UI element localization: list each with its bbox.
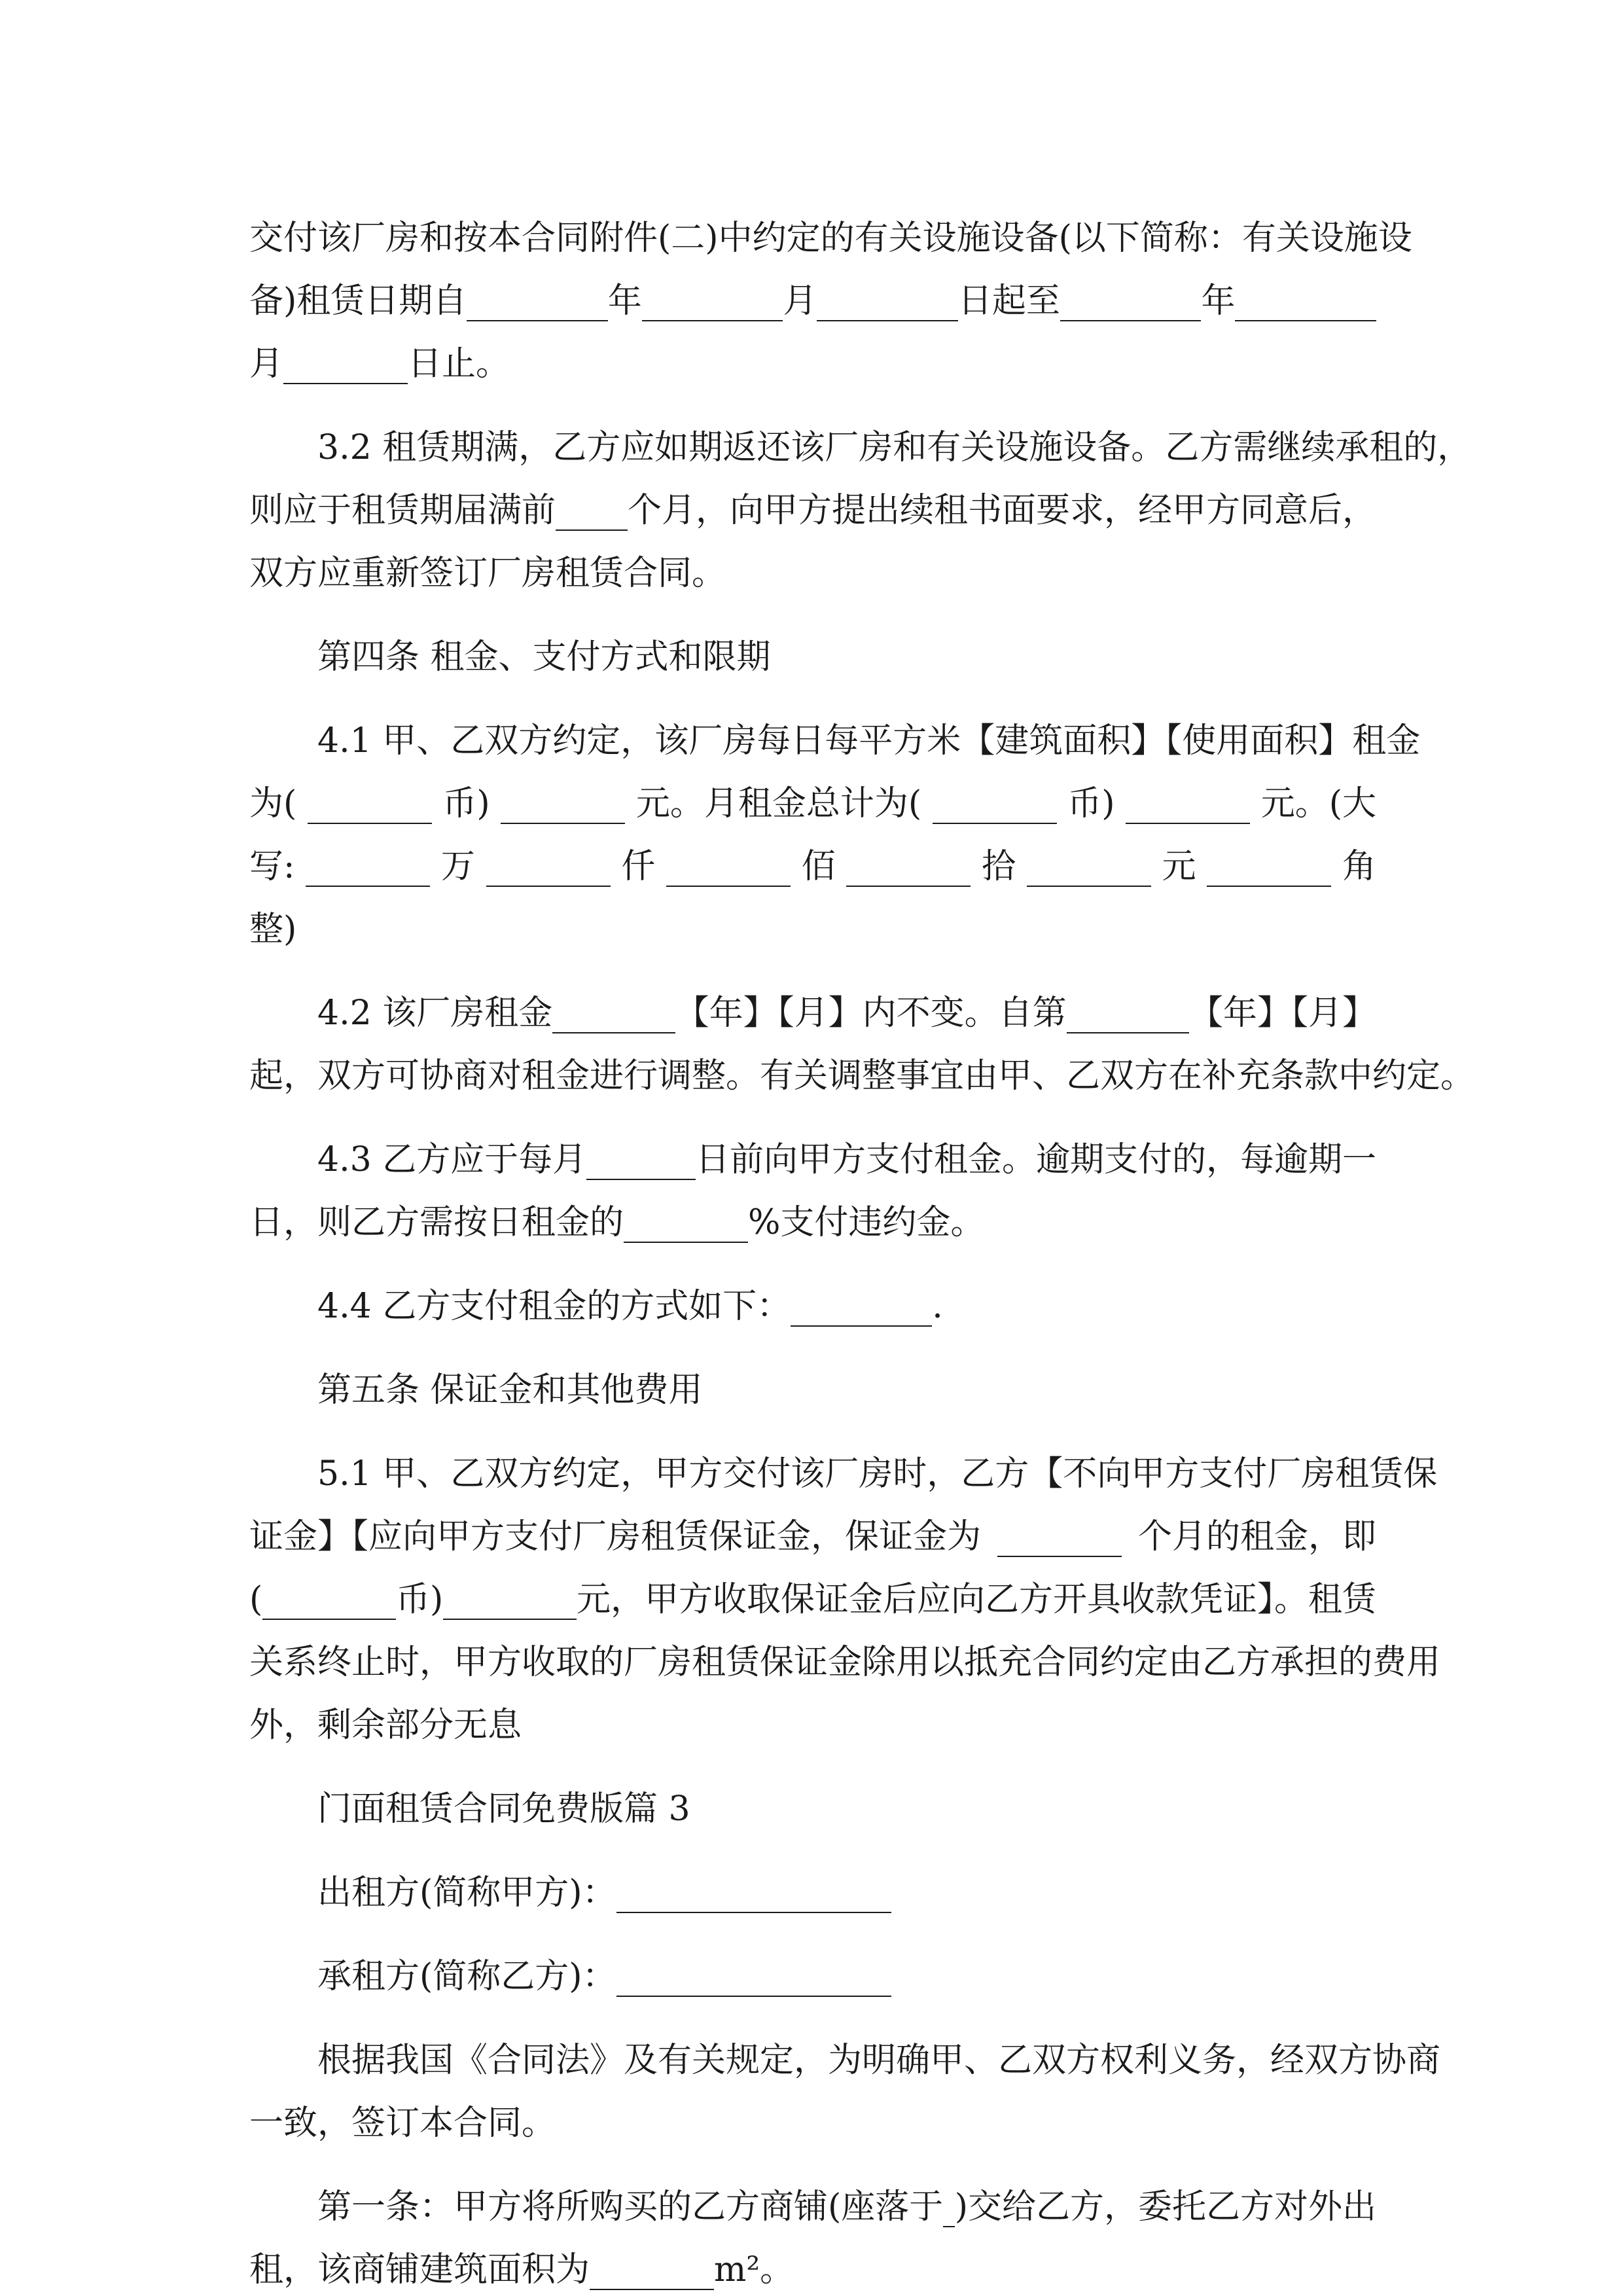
lessor-name-blank: [616, 1873, 891, 1913]
text-segment: 元: [1162, 847, 1196, 886]
text-segment: 【年】【月】: [1188, 994, 1376, 1033]
fill-in-blank: [1126, 783, 1250, 824]
text-segment: m²。: [714, 2250, 794, 2289]
fill-in-blank: [817, 281, 958, 321]
clause-3-2-line-1: [249, 416, 1472, 479]
lessee-name-blank: [616, 1956, 891, 1997]
text-segment: 关系终止时，甲方收取的厂房租赁保证金除用以抵充合同约定由乙方承担的费用: [249, 1643, 1441, 1682]
text-segment: 起，双方可协商对租金进行调整。有关调整事宜由甲、乙双方在补充条款中约定。: [249, 1056, 1475, 1096]
text-segment: 写:: [249, 847, 295, 886]
text-segment: (: [249, 1580, 263, 1619]
clause-5-1-line-1: [249, 1443, 1438, 1505]
article-1-line-1: [249, 2176, 1376, 2238]
fill-in-blank: [283, 344, 408, 384]
fill-in-blank: [556, 490, 628, 531]
clause-3-1-line-1: [249, 207, 1412, 270]
text-segment: 日止。: [408, 344, 510, 384]
fill-in-blank: [943, 2187, 954, 2227]
article-5-heading: [249, 1359, 1376, 1422]
text-segment: 第一条：甲方将所购买的乙方商铺(座落于: [317, 2187, 944, 2227]
fill-in-blank: [997, 1516, 1122, 1557]
clause-4-3-line-1: [249, 1128, 1376, 1191]
text-segment: 3.2 租赁期满，乙方应如期返还该厂房和有关设施设备。乙方需继续承租的，: [317, 428, 1472, 467]
lessor-label: 出租方(简称甲方)：: [317, 1873, 616, 1912]
text-segment: 租，该商铺建筑面积为: [249, 2250, 590, 2289]
lessee-line: [249, 1945, 1376, 2008]
fill-in-blank: [501, 783, 625, 824]
clause-3-1-line-3: [249, 332, 1376, 395]
clause-4-2-line-1: [249, 982, 1376, 1045]
fill-in-blank: [308, 783, 432, 824]
clause-4-1-line-2: [249, 772, 1376, 835]
text-segment: 一致，签订本合同。: [249, 2104, 556, 2143]
text-segment: 万: [440, 847, 475, 886]
clause-3-2-line-3: [249, 542, 1376, 605]
text-segment: 4.2 该厂房租金: [317, 994, 553, 1033]
fill-in-blank: [1060, 281, 1202, 321]
text-segment: 门面租赁合同免费版篇 3: [317, 1789, 690, 1829]
text-segment: 根据我国《合同法》及有关规定，为明确甲、乙双方权利义务，经双方协商: [317, 2041, 1441, 2080]
lessor-line: [249, 1861, 1376, 1924]
fill-in-blank: [586, 1139, 696, 1180]
lessee-label: 承租方(简称乙方)：: [317, 1957, 616, 1996]
fill-in-blank: [306, 846, 430, 887]
clause-3-2-line-2: [249, 479, 1376, 542]
text-segment: 元。月租金总计为(: [635, 784, 922, 823]
text-segment: 年: [607, 281, 642, 321]
fill-in-blank: [846, 846, 971, 887]
text-segment: 日，则乙方需按日租金的: [249, 1203, 624, 1242]
fill-in-blank: [590, 2250, 714, 2290]
clause-5-1-line-5: [249, 1694, 1376, 1757]
text-segment: 为(: [249, 784, 297, 823]
clause-4-1-line-4: [249, 898, 1376, 961]
fill-in-blank: [791, 1286, 932, 1327]
fill-in-blank: [262, 1579, 396, 1620]
text-segment: 4.4 乙方支付租金的方式如下：: [317, 1287, 791, 1326]
text-segment: 双方应重新签订厂房租赁合同。: [249, 554, 726, 593]
text-segment: 整): [249, 910, 297, 949]
text-segment: 币): [395, 1580, 444, 1619]
text-segment: 外，剩余部分无息: [249, 1706, 522, 1745]
text-segment: 日前向甲方支付租金。逾期支付的，每逾期一: [695, 1140, 1376, 1179]
fill-in-blank: [666, 846, 791, 887]
clause-4-3-line-2: [249, 1191, 1376, 1254]
section-title: [249, 1778, 1376, 1840]
text-segment: 则应于租赁期届满前: [249, 491, 556, 530]
text-segment: )交给乙方，委托乙方对外出: [954, 2187, 1376, 2227]
article-1-line-2: [249, 2238, 1376, 2296]
text-segment: 4.3 乙方应于每月: [317, 1140, 587, 1179]
text-segment: 拾: [982, 847, 1016, 886]
text-segment: 角: [1342, 847, 1376, 886]
fill-in-blank: [642, 281, 783, 321]
text-segment: 币): [1067, 784, 1115, 823]
intro-line-1: [249, 2029, 1441, 2092]
text-segment: 元，甲方收取保证金后应向乙方开具收款凭证】。租赁: [576, 1580, 1376, 1619]
clause-5-1-line-4: [249, 1631, 1441, 1694]
text-segment: 元。(大: [1260, 784, 1376, 823]
text-segment: 佰: [801, 847, 836, 886]
text-segment: 个月的租金，即: [1137, 1517, 1376, 1556]
fill-in-blank: [443, 1579, 577, 1620]
clause-4-1-line-3: [249, 835, 1376, 898]
fill-in-blank: [624, 1202, 748, 1243]
clause-3-1-line-2: [249, 270, 1376, 332]
text-segment: 交付该厂房和按本合同附件(二)中约定的有关设施设备(以下简称：有关设施设: [249, 219, 1412, 258]
fill-in-blank: [933, 783, 1057, 824]
text-segment: 年: [1201, 281, 1236, 321]
text-segment: 【年】【月】内不变。自第: [675, 994, 1067, 1033]
fill-in-blank: [1235, 281, 1376, 321]
text-segment: 证金】【应向甲方支付厂房租赁保证金，保证金为: [249, 1517, 982, 1556]
text-segment: 个月，向甲方提出续租书面要求，经甲方同意后，: [627, 491, 1376, 530]
fill-in-blank: [1067, 993, 1189, 1033]
text-segment: 5.1 甲、乙双方约定，甲方交付该厂房时，乙方【不向甲方支付厂房租赁保: [317, 1454, 1438, 1494]
article-4-heading: [249, 626, 1376, 689]
text-segment: 备)租赁日期自: [249, 281, 467, 321]
text-segment: 第四条 租金、支付方式和限期: [317, 637, 771, 677]
text-segment: 第五条 保证金和其他费用: [317, 1371, 703, 1410]
intro-line-2: [249, 2092, 1376, 2155]
fill-in-blank: [552, 993, 675, 1033]
text-segment: %支付违约金。: [748, 1203, 985, 1242]
text-segment: 4.1 甲、乙双方约定，该厂房每日每平方米【建筑面积】【使用面积】租金: [317, 721, 1421, 761]
fill-in-blank: [467, 281, 608, 321]
fill-in-blank: [1207, 846, 1331, 887]
clause-4-2-line-2: [249, 1045, 1475, 1107]
text-segment: 仟: [621, 847, 656, 886]
text-segment: 月: [249, 344, 284, 384]
fill-in-blank: [486, 846, 611, 887]
text-segment: 月: [783, 281, 817, 321]
fill-in-blank: [1027, 846, 1151, 887]
text-segment: 日起至: [957, 281, 1060, 321]
clause-5-1-line-3: [249, 1568, 1376, 1631]
clause-4-1-line-1: [249, 709, 1421, 772]
text-segment: .: [932, 1287, 943, 1326]
text-segment: 币): [442, 784, 490, 823]
clause-4-4-line-1: [249, 1275, 1376, 1338]
clause-5-1-line-2: [249, 1505, 1376, 1568]
contract-text-body: [249, 207, 1475, 2296]
